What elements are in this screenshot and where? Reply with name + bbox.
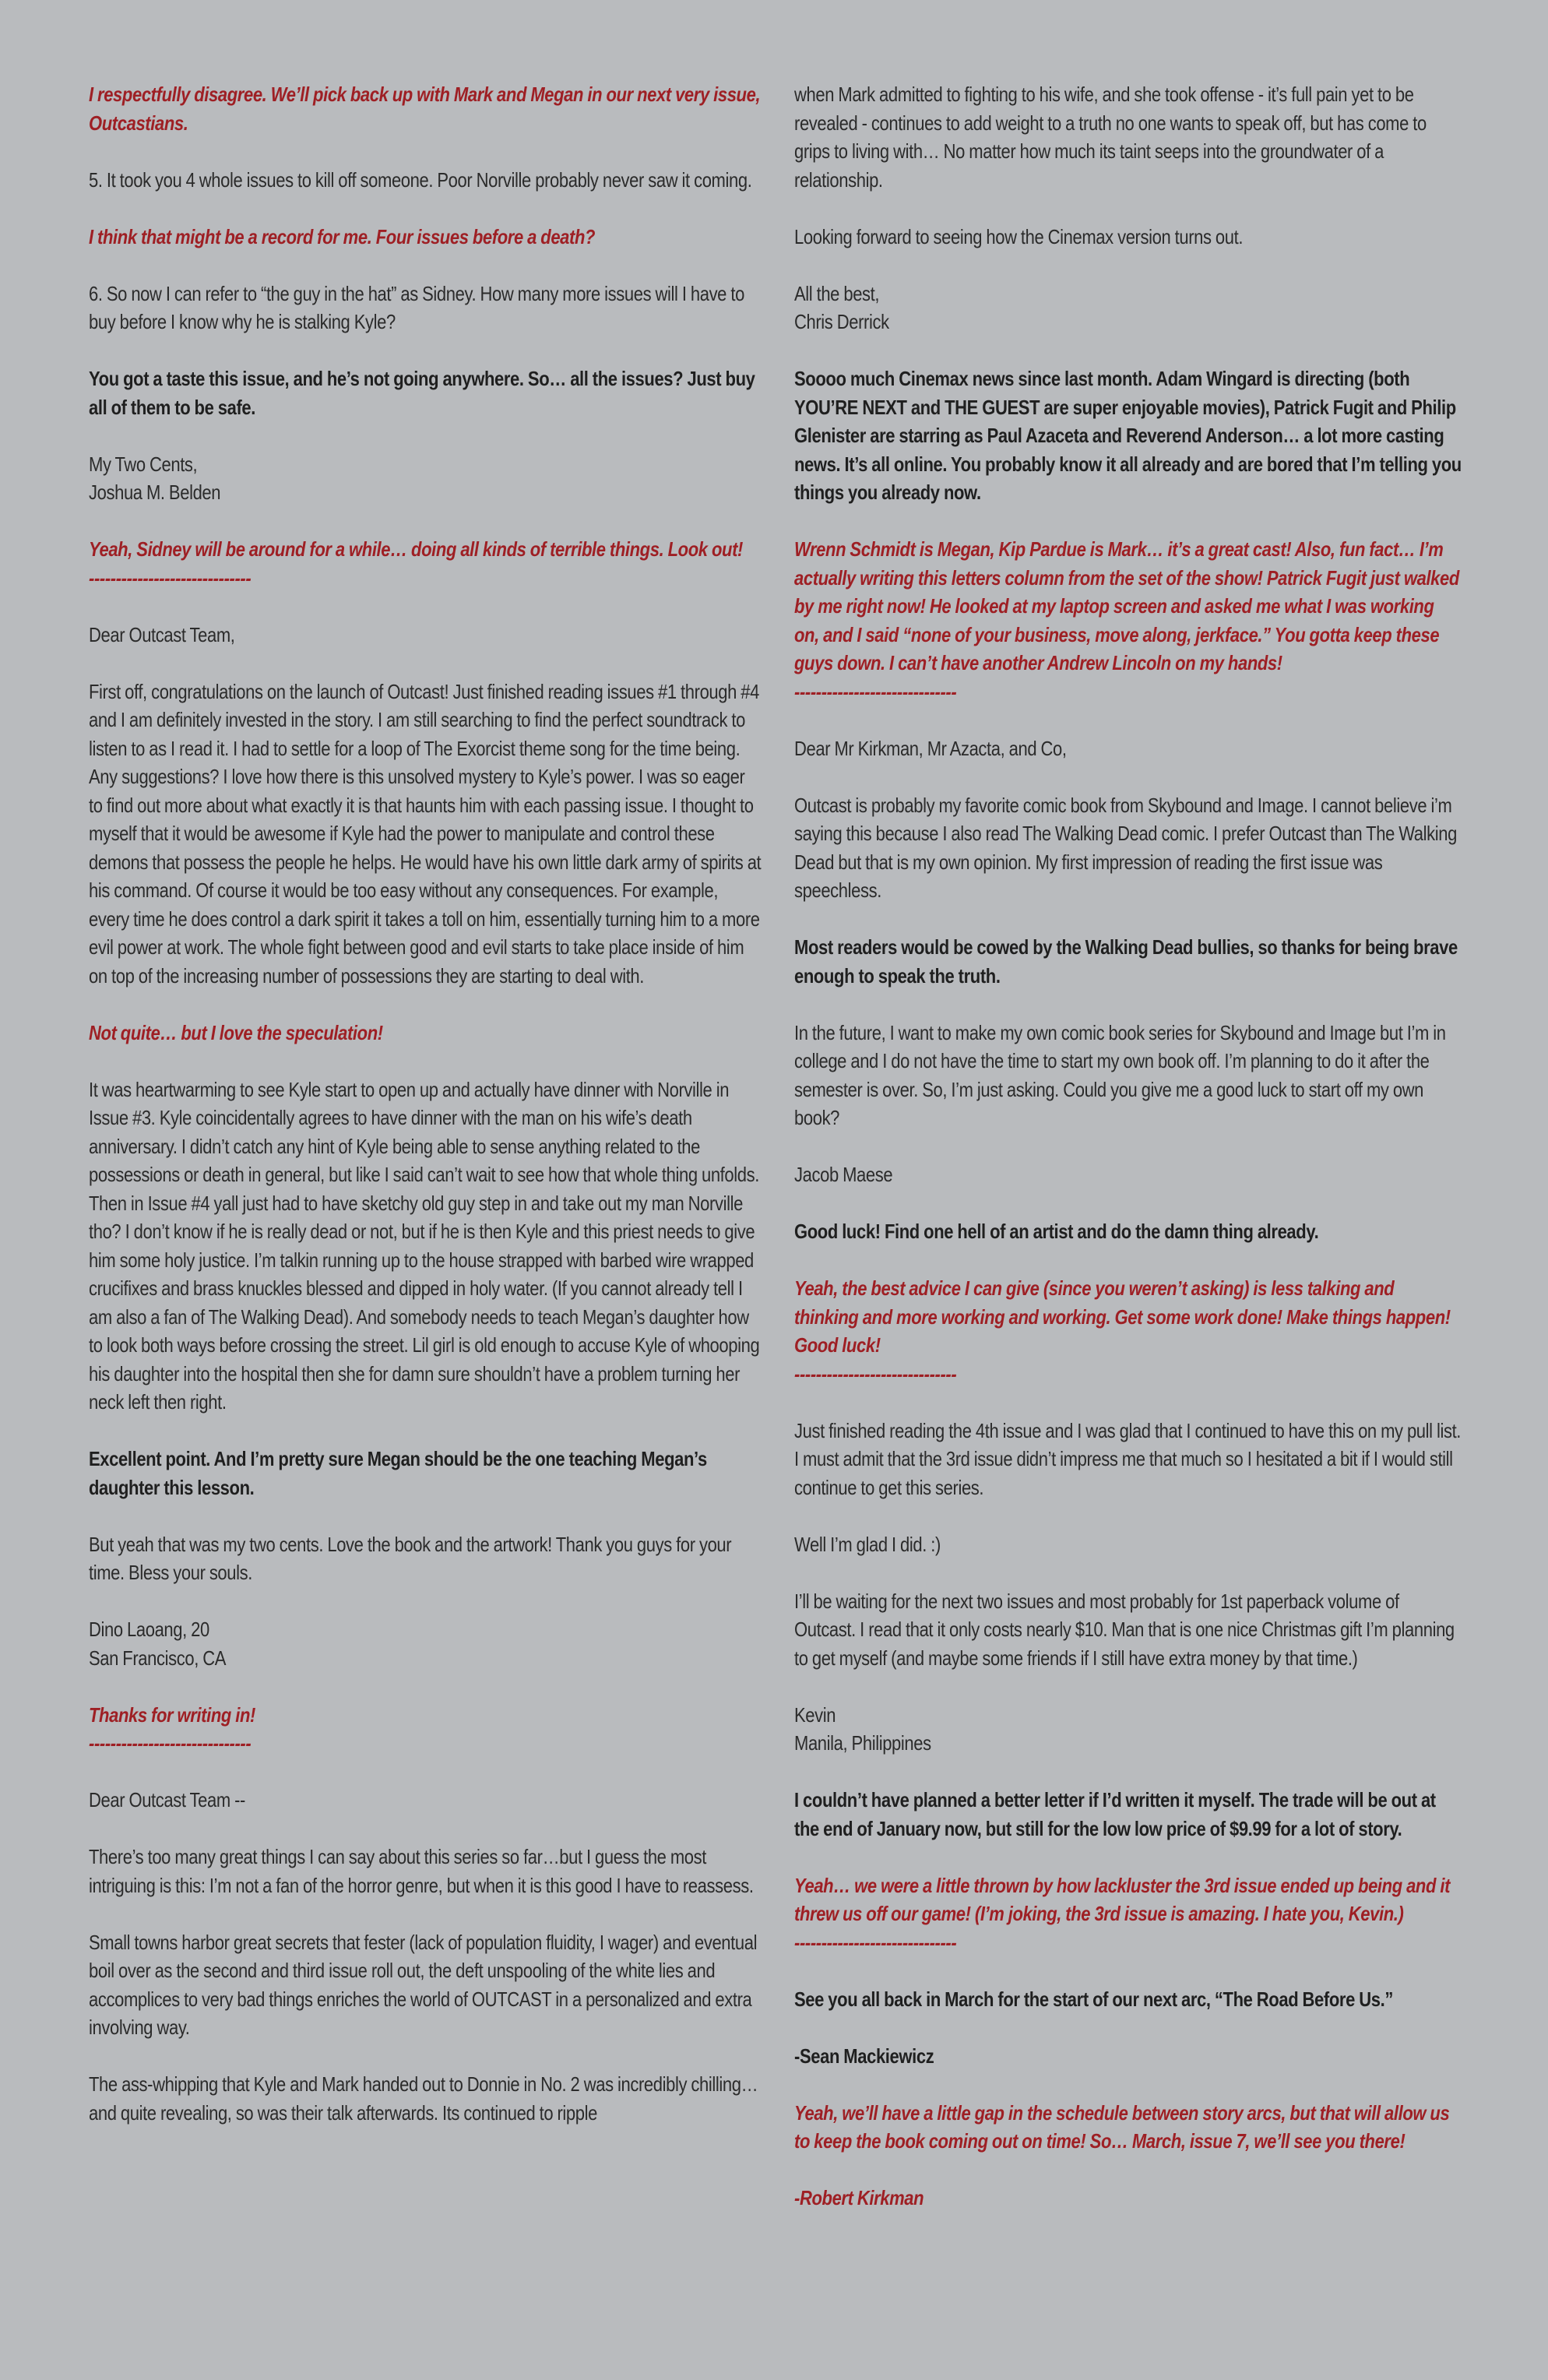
right-column-paragraph-4: Wrenn Schmidt is Megan, Kip Pardue is Mark… it’s a great cast! Also, fun fact… I’m actually writing this letters column from the set of the show! Patrick Fugit just walked by me right now! He looked at my laptop screen and asked me what I was working on, and I said “none of your business, move along, jerkface.” You gotta keep these guys down. I can’t have another Andrew Lincoln on my hands! ------------------------------ — [794, 539, 1459, 703]
right-column-paragraph-21: -Robert Kirkman — [794, 2188, 924, 2209]
left-column-paragraph-8: First off, congratulations on the launch of Outcast! Just finished reading issues #1 through #4 and I am definitely invested in the story. I am still searching to find the perfect soundtrack to listen to as I read it. I had to settle for a loop of The Exorcist theme song for the time being. Any suggestions? I love how there is this unsolved mystery to Kyle’s power. I was so eager to find out more about what exactly it is that haunts him with each passing issue. I thought to myself that it would be awesome if Kyle had the power to manipulate and control these demons that possess the people he helps. He would have his own little dark army of spirits at his command. Of course it would be too easy without any consequences. For example, every time he does control a dark spirit it takes a toll on him, essentially turning him to a more evil power at work. The whole fight between good and evil starts to take place inside of him on top of the increasing number of possessions they are starting to deal with. — [89, 681, 762, 988]
left-column-paragraph-4: You got a taste this issue, and he’s not going anywhere. So… all the issues? Just buy all of them to be safe. — [89, 368, 755, 419]
left-column-paragraph-13: Dino Laoang, 20 San Francisco, CA — [89, 1619, 227, 1670]
right-column-paragraph-3: Soooo much Cinemax news since last month. Adam Wingard is directing (both YOU’RE NEXT and THE GUEST are super enjoyable movies), Patrick Fugit and Philip Glenister are starring as Paul Azaceta and Reverend Anderson… a lot more casting news. It’s all online. You probably know it all already and are bored that I’m telling you things you already now. — [794, 368, 1462, 504]
right-column-paragraph-7: Most readers would be cowed by the Walking Dead bullies, so thanks for being brave enough to speak the truth. — [794, 937, 1458, 988]
left-column-paragraph-18: The ass-whipping that Kyle and Mark handed out to Donnie in No. 2 was incredibly chilling… and quite revealing, so was their talk afterwards. Its continued to ripple — [89, 2074, 758, 2125]
right-column-paragraph-15: Kevin Manila, Philippines — [794, 1704, 931, 1755]
right-column-paragraph-19: -Sean Mackiewicz — [794, 2045, 934, 2068]
left-column-paragraph-12: But yeah that was my two cents. Love the book and the artwork! Thank you guys for your time. Bless your souls. — [89, 1533, 732, 1584]
left-column-paragraph-5: My Two Cents, Joshua M. Belden — [89, 453, 221, 504]
right-column-paragraph-2: All the best, Chris Derrick — [794, 283, 889, 333]
left-column-paragraph-2: I think that might be a record for me. Four issues before a death? — [89, 226, 596, 248]
right-column-paragraph-17: Yeah… we were a little thrown by how lackluster the 3rd issue ended up being and it threw us off our game! (I’m joking, the 3rd issue is amazing. I hate you, Kevin.) ------------------------------ — [794, 1875, 1451, 1954]
right-column-paragraph-12: Just finished reading the 4th issue and I was glad that I continued to have this on my pull list. I must admit that the 3rd issue didn’t impress me that much so I hesitated a bit if I would still continue to get this series. — [794, 1420, 1462, 1499]
left-column-paragraph-16: There’s too many great things I can say about this series so far…but I guess the most intriguing is this: I’m not a fan of the horror genre, but when it is this good I have to reassess. — [89, 1847, 754, 1897]
right-column-paragraph-6: Outcast is probably my favorite comic book from Skybound and Image. I cannot believe i’m saying this because I also read The Walking Dead comic. I prefer Outcast than The Walking Dead but that is my own opinion. My first impression of reading the first issue was speechless. — [794, 794, 1457, 902]
left-column-paragraph-6: Yeah, Sidney will be around for a while… doing all kinds of terrible things. Look out! ------------------------------ — [89, 539, 743, 590]
left-column-paragraph-0: I respectfully disagree. We’ll pick back up with Mark and Megan in our next very issue, Outcastians. — [89, 84, 761, 135]
right-column-paragraph-9: Jacob Maese — [794, 1164, 893, 1186]
left-column-paragraph-14: Thanks for writing in! ------------------------------ — [89, 1704, 255, 1755]
right-column-paragraph-1: Looking forward to seeing how the Cinemax version turns out. — [794, 226, 1244, 248]
right-column-paragraph-16: I couldn’t have planned a better letter if I’d written it myself. The trade will be out at the end of January now, but still for the low low price of $9.99 for a lot of story. — [794, 1790, 1436, 1840]
left-column-paragraph-15: Dear Outcast Team -- — [89, 1790, 245, 1811]
left-column — [89, 81, 763, 2128]
left-column-paragraph-7: Dear Outcast Team, — [89, 624, 235, 646]
left-column-paragraph-1: 5. It took you 4 whole issues to kill off someone. Poor Norville probably never saw it coming. — [89, 169, 752, 192]
left-column-paragraph-9: Not quite… but I love the speculation! — [89, 1022, 383, 1044]
right-column-paragraph-11: Yeah, the best advice I can give (since you weren’t asking) is less talking and thinking and more working and working. Get some work done! Make things happen! Good luck! ------------------------------ — [794, 1278, 1451, 1385]
right-column-paragraph-8: In the future, I want to make my own comic book series for Skybound and Image but I’m in college and I do not have the time to start my own book off. I’m planning to do it after the semester is over. So, I’m just asking. Could you give me a good luck to start off my own book? — [794, 1022, 1446, 1129]
left-column-paragraph-3: 6. So now I can refer to “the guy in the hat” as Sidney. How many more issues will I have to buy before I know why he is stalking Kyle? — [89, 283, 744, 333]
left-column-paragraph-10: It was heartwarming to see Kyle start to open up and actually have dinner with Norville in Issue #3. Kyle coincidentally agrees to have dinner with the man on his wife’s death anniversary. I didn’t catch any hint of Kyle being able to sense anything related to the possessions or death in general, but like I said can’t wait to see how that whole thing unfolds. Then in Issue #4 yall just had to have sketchy old guy step in and take out my man Norville tho? I don’t know if he is really dead or not, but if he is then Kyle and this priest needs to give him some holy justice. I’m talkin running up to the house strapped with barbed wire wrapped crucifixes and brass knuckles blessed and dipped in holy water. (If you cannot already tell I am also a fan of The Walking Dead). And somebody needs to teach Megan’s daughter how to look both ways before crossing the street. Lil girl is old enough to accuse Kyle of whooping his daughter into the hospital then she for damn sure shouldn’t have a problem turning her neck left then right. — [89, 1079, 760, 1414]
right-column — [794, 81, 1464, 2213]
right-column-paragraph-13: Well I’m glad I did. :) — [794, 1533, 941, 1556]
right-column-paragraph-5: Dear Mr Kirkman, Mr Azacta, and Co, — [794, 738, 1067, 760]
right-column-paragraph-0: when Mark admitted to fighting to his wife, and she took offense - it’s full pain yet to be revealed - continues to add weight to a truth no one wants to speak off, but has come to grips to living with… No matter how much its taint seeps into the groundwater of a relationship. — [794, 84, 1427, 192]
left-column-paragraph-11: Excellent point. And I’m pretty sure Megan should be the one teaching Megan’s daughter this lesson. — [89, 1449, 707, 1499]
right-column-paragraph-18: See you all back in March for the start of our next arc, “The Road Before Us.” — [794, 1988, 1393, 2011]
right-column-paragraph-20: Yeah, we’ll have a little gap in the schedule between story arcs, but that will allow us to keep the book coming out on time! So… March, issue 7, we’ll see you there! — [794, 2102, 1450, 2153]
right-column-paragraph-10: Good luck! Find one hell of an artist and do the damn thing already. — [794, 1221, 1319, 1243]
left-column-paragraph-17: Small towns harbor great secrets that fester (lack of population fluidity, I wager) and eventual boil over as the second and third issue roll out, the deft unspooling of the white lies and accomplices to very bad things enriches the world of OUTCAST in a personalized and extra involving way. — [89, 1931, 758, 2039]
right-column-paragraph-14: I’ll be waiting for the next two issues and most probably for 1st paperback volume of Outcast. I read that it only costs nearly $10. Man that is one nice Christmas gift I’m planning to get myself (and maybe some friends if I still have extra money by that time.) — [794, 1590, 1455, 1670]
